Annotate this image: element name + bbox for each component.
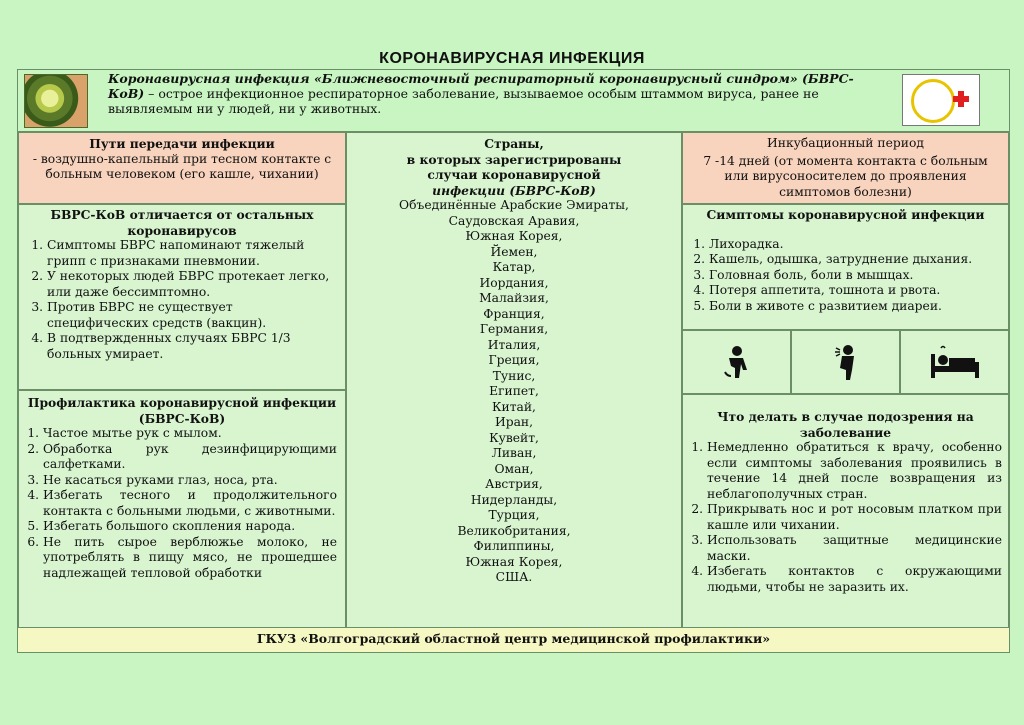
list-item: 4. Потеря аппетита, тошнота и рвота. (709, 283, 1008, 299)
list-item: 4. Избегать тесного и продолжительного контакта с больными людьми, с животными. (43, 488, 337, 519)
page-title: КОРОНАВИРУСНАЯ ИНФЕКЦИЯ (379, 50, 645, 67)
suspicion-list (683, 440, 1008, 595)
country-item: Йемен, (490, 244, 538, 259)
prevention-title: Профилактика коронавирусной инфекции (БВРС-КоВ) (27, 395, 337, 426)
list-item: 3. Не касаться руками глаз, носа, рта. (43, 473, 337, 489)
virus-image (24, 74, 88, 128)
country-item: Южная Корея, (465, 229, 563, 243)
symptoms-list (683, 237, 1008, 315)
list-item: 1. Лихорадка. (709, 237, 1008, 253)
country-item: Катар, (492, 260, 536, 274)
red-cross-icon (953, 91, 969, 107)
footer-organization: ГКУЗ «Волгоградский областной центр медицинской профилактики» (18, 627, 1009, 652)
incubation-block (682, 132, 1009, 204)
country-item: Греция, (488, 353, 540, 367)
transmission-block (18, 132, 346, 204)
list-item: 5. Боли в животе с развитием диареи. (709, 299, 1008, 315)
country-item: Германия, (479, 322, 549, 336)
country-item: Италия, (487, 337, 541, 352)
country-item: Иран, (494, 415, 534, 429)
country-item: Оман, (494, 461, 534, 476)
transmission-title: Пути передачи инфекции (89, 136, 275, 151)
intro-rest: – острое инфекционное респираторное заболевание, вызываемое особым штаммом вируса, ранее не выявляемым ни у людей, ни у животных. (108, 86, 819, 116)
logo-ring-icon (911, 79, 955, 123)
country-item: Тунис, (492, 368, 536, 383)
incubation-text: 7 -14 дней (от момента контакта с больным или вирусоносителем до проявления симптомов болезни) (703, 153, 988, 199)
country-item: Саудовская Аравия, (448, 213, 580, 228)
country-item: Франция, (483, 306, 545, 321)
list-item: 3. Головная боль, боли в мышцах. (709, 268, 1008, 284)
country-item: Южная Корея, (465, 554, 563, 569)
difference-block (18, 204, 346, 390)
country-item: Нидерланды, (470, 492, 558, 507)
organization-logo (902, 74, 980, 126)
country-item: Австрия, (485, 477, 543, 491)
list-item: 1. Симптомы БВРС напоминают тяжелый грипп с признаками пневмонии. (47, 238, 335, 269)
list-item: 2. У некоторых людей БВРС протекает легко, или даже бессимптомно. (47, 269, 335, 300)
country-item: Кувейт, (489, 430, 539, 445)
list-item: 3. Против БВРС не существует специфических средств (вакцин). (47, 300, 335, 331)
prevention-list (19, 426, 345, 581)
symptoms-block (682, 204, 1009, 330)
country-item: Ливан, (491, 446, 537, 460)
list-item: 2. Кашель, одышка, затруднение дыхания. (709, 252, 1008, 268)
intro-italic: Коронавирусная инфекция «Ближневосточный респираторный коронавирусный синдром» (БВРС-КоВ) (108, 71, 854, 101)
list-item: 3. Использовать защитные медицинские маски. (707, 533, 1002, 564)
country-item: Великобритания, (457, 523, 571, 538)
country-item: Китай, (492, 399, 536, 414)
intro-text (108, 71, 888, 116)
country-item: Иордания, (479, 275, 549, 290)
list-item: 1. Частое мытье рук с мылом. (43, 426, 337, 442)
symptoms-title: Симптомы коронавирусной инфекции (706, 207, 985, 222)
suspicion-block (682, 394, 1009, 628)
list-item: 4. В подтвержденных случаях БВРС 1/3 больных умирает. (47, 331, 335, 362)
vomiting-person-icon (682, 330, 791, 394)
country-item: Объединённые Арабские Эмираты, (399, 198, 629, 212)
country-item: США. (495, 570, 533, 584)
list-item: 2. Обработка рук дезинфицирующими салфетками. (43, 442, 337, 473)
list-item: 6. Не пить сырое верблюжье молоко, не употреблять в пищу мясо, не прошедшее надлежащей тепловой обработки (43, 535, 337, 582)
difference-title: БВРС-КоВ отличается от остальных коронавирусов (50, 207, 314, 238)
countries-title-2: в которых зарегистрированы случаи коронавирусной (406, 151, 622, 182)
sick-in-bed-icon (900, 330, 1009, 394)
suspicion-title: Что делать в случае подозрения на заболевание (717, 409, 974, 440)
list-item: 1. Немедленно обратиться к врачу, особенно если симптомы заболевания проявились в течение 14 дней после возвращения из неблагополучных стран. (707, 440, 1002, 502)
country-item: Египет, (489, 384, 539, 398)
countries-block (346, 132, 682, 628)
countries-title-3: инфекции (БВРС-КоВ) (432, 182, 596, 198)
country-item: Филиппины, (473, 539, 555, 553)
countries-title-1: Страны, (484, 136, 544, 151)
difference-list (19, 238, 345, 362)
country-item: Малайзия, (479, 291, 549, 305)
country-item: Турция, (488, 508, 540, 522)
list-item: 5. Избегать большого скопления народа. (43, 519, 337, 535)
list-item: 2. Прикрывать нос и рот носовым платком при кашле или чихании. (707, 502, 1002, 533)
prevention-block (18, 390, 346, 628)
list-item: 4. Избегать контактов с окружающими людьми, чтобы не заразить их. (707, 564, 1002, 595)
transmission-text: - воздушно-капельный при тесном контакте с больным человеком (его кашле, чихании) (32, 151, 332, 181)
incubation-title: Инкубационный период (767, 136, 924, 150)
country-list (347, 198, 681, 586)
coughing-person-icon (791, 330, 900, 394)
